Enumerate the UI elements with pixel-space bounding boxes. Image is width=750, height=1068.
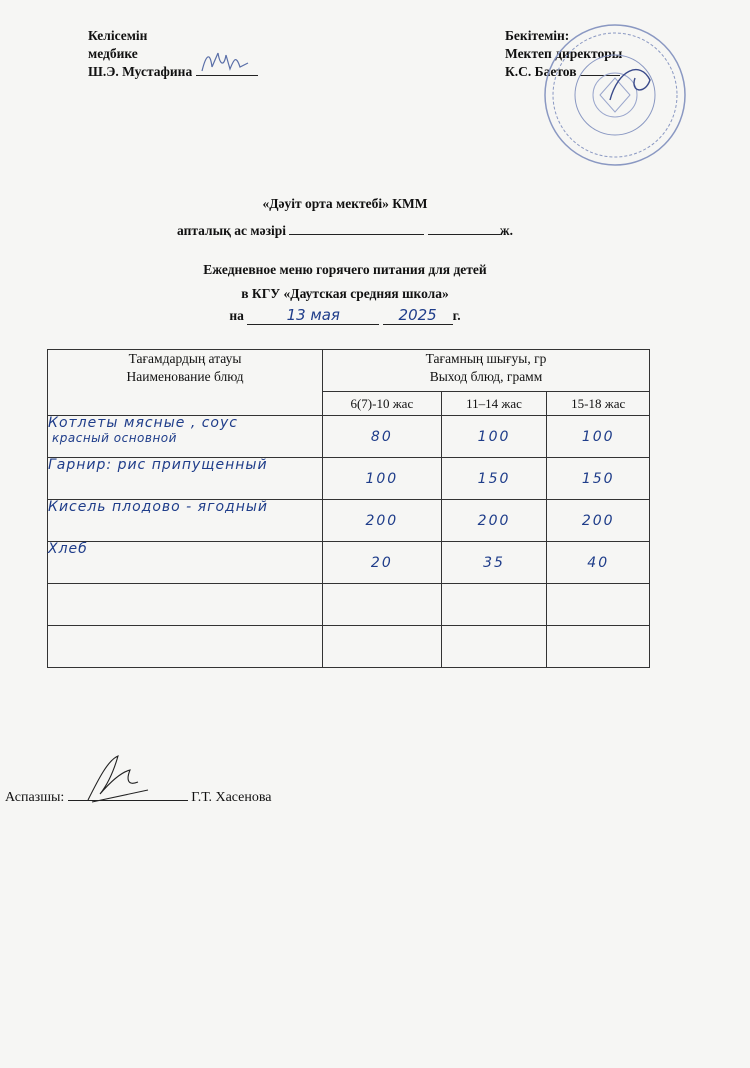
dish-name-line1: Гарнир: рис припущенный bbox=[48, 457, 268, 473]
portion-age-6-10: 80 bbox=[323, 416, 442, 458]
portion-age-15-18 bbox=[547, 584, 650, 626]
title-kz-org: «Дәуіт орта мектебі» КММ bbox=[262, 196, 428, 211]
dish-name-line1: Хлеб bbox=[48, 541, 88, 557]
dish-name bbox=[48, 416, 323, 458]
school-stamp bbox=[540, 20, 690, 170]
table-row bbox=[48, 416, 650, 458]
portion-age-11-14 bbox=[441, 626, 547, 668]
year-suffix: ж. bbox=[499, 223, 513, 238]
director-approve-label: Бекітемін: bbox=[505, 28, 570, 43]
dish-name-line2: красный основной bbox=[52, 431, 177, 445]
portion-age-15-18: 150 bbox=[547, 458, 650, 500]
date-day: 13 мая bbox=[247, 308, 379, 325]
cook-name: Г.Т. Хасенова bbox=[191, 790, 272, 805]
portion-age-11-14: 35 bbox=[441, 542, 547, 584]
director-name: К.С. Баетов bbox=[505, 64, 577, 79]
portion-age-6-10 bbox=[323, 626, 442, 668]
portion-age-6-10: 100 bbox=[323, 458, 442, 500]
col-dish-header bbox=[48, 350, 323, 416]
menu-table bbox=[47, 349, 650, 668]
title-kz-menu-label: апталық ас мәзірі bbox=[177, 223, 287, 238]
portion-age-15-18: 40 bbox=[547, 542, 650, 584]
age-header: 11–14 жас bbox=[441, 392, 547, 416]
nurse-role: медбике bbox=[88, 46, 138, 61]
portion-age-11-14: 150 bbox=[441, 458, 547, 500]
table-row bbox=[48, 500, 650, 542]
nurse-signature-line bbox=[196, 63, 258, 76]
dish-name-line1: Котлеты мясные , соус bbox=[48, 415, 238, 431]
table-header-row bbox=[48, 350, 650, 392]
nurse-signature bbox=[196, 45, 258, 75]
dish-name-line1: Кисель плодово - ягодный bbox=[48, 499, 269, 515]
year-blank bbox=[428, 220, 500, 235]
portion-age-11-14: 200 bbox=[441, 500, 547, 542]
dish-name bbox=[48, 584, 323, 626]
portion-age-11-14 bbox=[441, 584, 547, 626]
cook-signature-block bbox=[5, 788, 272, 806]
age-header: 15-18 жас bbox=[547, 392, 650, 416]
col-dish-header-ru: Наименование блюд bbox=[126, 369, 244, 384]
nurse-agree-label: Келісемін bbox=[88, 28, 148, 43]
portion-age-15-18 bbox=[547, 626, 650, 668]
dish-name bbox=[48, 542, 323, 584]
cook-signature bbox=[78, 750, 158, 806]
approval-left bbox=[88, 27, 258, 81]
table-row bbox=[48, 626, 650, 668]
cook-signature-line bbox=[68, 788, 188, 801]
table-row bbox=[48, 542, 650, 584]
table-row bbox=[48, 584, 650, 626]
dish-name bbox=[48, 500, 323, 542]
title-kz-menu bbox=[0, 220, 690, 239]
col-output-header-ru: Выход блюд, грамм bbox=[429, 369, 543, 384]
portion-age-11-14: 100 bbox=[441, 416, 547, 458]
col-output-header-kz: Тағамның шығуы, гр bbox=[425, 351, 547, 366]
date-line bbox=[0, 308, 690, 325]
dish-name bbox=[48, 626, 323, 668]
director-role: Мектеп директоры bbox=[505, 46, 623, 61]
portion-age-6-10: 200 bbox=[323, 500, 442, 542]
portion-age-15-18: 200 bbox=[547, 500, 650, 542]
date-suffix: г. bbox=[452, 308, 461, 323]
col-output-header bbox=[323, 350, 650, 392]
dish-name bbox=[48, 458, 323, 500]
col-dish-header-kz: Тағамдардың атауы bbox=[128, 351, 242, 366]
portion-age-6-10: 20 bbox=[323, 542, 442, 584]
date-year: 2025 bbox=[383, 308, 453, 325]
date-prefix: на bbox=[229, 308, 244, 323]
title-ru-school: в КГУ «Даутская средняя школа» bbox=[241, 286, 449, 301]
portion-age-15-18: 100 bbox=[547, 416, 650, 458]
title-ru-menu: Ежедневное меню горячего питания для детей bbox=[203, 262, 487, 277]
cook-label: Аспазшы: bbox=[5, 790, 65, 805]
portion-age-6-10 bbox=[323, 584, 442, 626]
week-blank bbox=[289, 220, 424, 235]
age-header: 6(7)-10 жас bbox=[323, 392, 442, 416]
nurse-name-line bbox=[88, 63, 258, 81]
nurse-name: Ш.Э. Мустафина bbox=[88, 64, 193, 79]
table-row bbox=[48, 458, 650, 500]
